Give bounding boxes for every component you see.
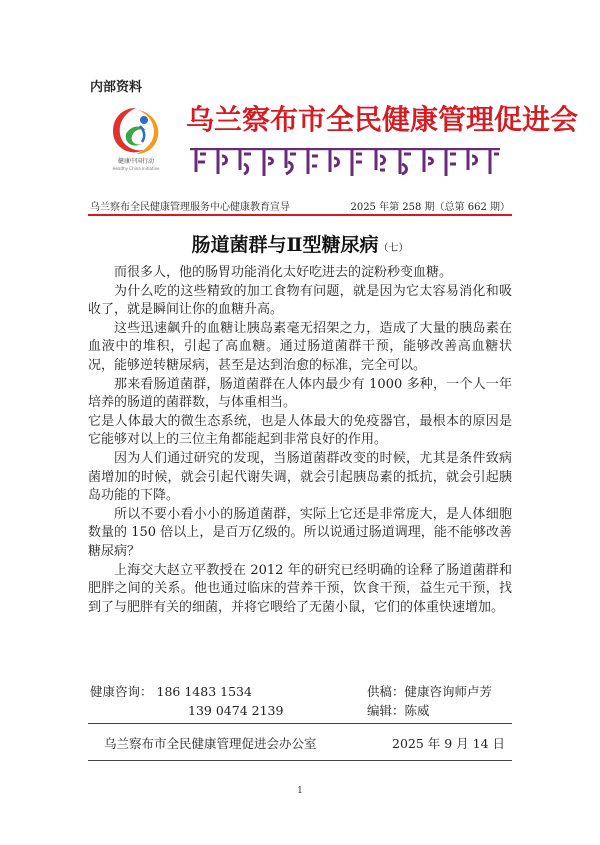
contact-label-and-phone-1: [90, 682, 252, 701]
article-body: [88, 264, 512, 617]
article-title: [0, 230, 600, 257]
article-paragraph: 因为人们通过研究的发现，当肠道菌群改变的时候，尤其是条件致病菌增加的时候，就会引起代谢失调，就会引起胰岛素的抵抗，就会引起胰岛功能的下降。: [88, 450, 512, 504]
publisher-meta-row: [90, 198, 510, 213]
article-paragraph: 为什么吃的这些精致的加工食物有问题，就是因为它太容易消化和吸收了，就是瞬间让你的血糖升高。: [88, 283, 512, 318]
logo-caption: [96, 158, 176, 172]
contact-label: 健康咨询：: [90, 684, 153, 699]
article-paragraph: 而很多人，他的肠胃功能消化太好吃进去的淀粉秒变血糖。: [114, 265, 453, 280]
logo-caption-en: Healthy China Initiative: [112, 166, 160, 171]
footer-bottom-rule: [88, 760, 512, 761]
article-paragraph: 那来看肠道菌群，肠道菌群在人体内最少有 1000 多种，一个人一年培养的肠道的菌群数，与体重相当。: [88, 376, 512, 411]
publisher-line: 乌兰察布全民健康管理服务中心健康教育宣导: [90, 202, 290, 213]
article-paragraph: 上海交大赵立平教授在 2012 年的研究已经明确的诠释了肠道菌群和肥胖之间的关系。他也通过临床的营养干预，饮食干预，益生元干预，找到了与肥胖有关的细菌，并将它喂给了无菌小鼠，它们的体重快速增加。: [88, 562, 512, 615]
contributor: 供稿：健康咨询师卢芳: [367, 684, 493, 699]
footer-date: 2025 年 9 月 14 日: [392, 736, 506, 751]
internal-material-label: 内部资料: [90, 80, 143, 95]
logo-caption-cn: 健康中国行动: [117, 158, 154, 165]
org-title: 乌兰察布市全民健康管理促进会: [186, 103, 579, 136]
header-divider: [88, 214, 512, 216]
editor: 编辑：陈威: [367, 703, 430, 718]
article-part: （七）: [378, 243, 409, 254]
contact-block: [90, 682, 514, 720]
footer-office: 乌兰察布市全民健康管理促进会办公室: [104, 736, 317, 751]
mongolian-script-title-icon: [190, 140, 500, 180]
issue-number: 2025 年第 258 期（总第 662 期）: [350, 202, 510, 213]
contact-phone-1: 186 1483 1534: [156, 684, 252, 699]
article-paragraph: 它是人体最大的微生态系统，也是人体最大的免疫器官，最根本的原因是它能够对以上的三位主角都能起到非常良好的作用。: [88, 413, 512, 448]
article-title-text: 肠道菌群与Ⅱ型糖尿病: [191, 234, 379, 256]
page-number: 1: [297, 786, 303, 796]
article-paragraph: 这些迅速飙升的血糖让胰岛素毫无招架之力，造成了大量的胰岛素在血液中的堆积，引起了高血糖。通过肠道菌群干预，能够改善高血糖状况，能够逆转糖尿病，甚至是达到治愈的标准，完全可以。: [88, 320, 512, 373]
contact-phone-2: 139 0474 2139: [188, 703, 284, 718]
article-paragraph: 所以不要小看小小的肠道菌群，实际上它还是非常庞大，是人体细胞数量的 150 倍以上，是百万亿级的。所以说通过肠道调理，能不能够改善糖尿病？: [88, 506, 512, 559]
footer-top-rule: [88, 723, 512, 724]
